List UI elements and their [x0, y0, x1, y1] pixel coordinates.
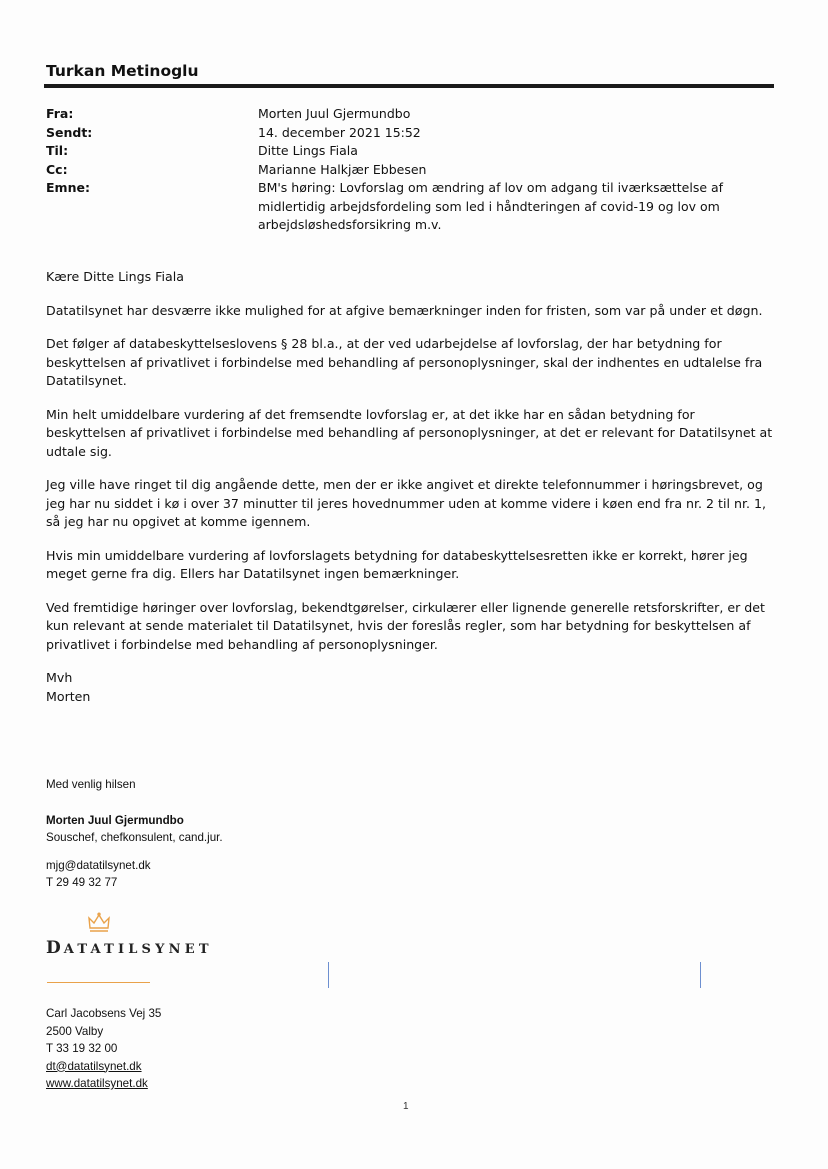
page-number: 1 — [403, 1101, 409, 1112]
paragraph-3: Min helt umiddelbare vurdering af det fremsendte lovforslag er, at det ikke har en sådan betydning for beskyttelsen af privatlivet i forbindelse med behandling af personoplysninger, at det er relevant for Datatilsynet at udtale sig. — [46, 406, 773, 459]
address-street: Carl Jacobsens Vej 35 — [46, 1007, 162, 1020]
to-label: Til: — [46, 143, 69, 158]
address-phone: T 33 19 32 00 — [46, 1042, 118, 1055]
header-row-cc — [46, 161, 776, 180]
email-body — [46, 268, 774, 706]
signature-phone: T 29 49 32 77 — [46, 876, 118, 889]
sent-value: 14. december 2021 15:52 — [258, 124, 421, 140]
crown-icon — [87, 912, 111, 934]
signature-name: Morten Juul Gjermundbo — [46, 814, 184, 827]
divider-line-left — [328, 962, 329, 988]
header-row-subject — [46, 179, 776, 235]
subject-value: BM's høring: Lovforslag om ændring af lov om adgang til iværksættelse af midlertidig arbejdsfordeling som led i håndteringen af covid-19 og lov om arbejdsløshedsforsikring m.v. — [258, 180, 724, 232]
divider-line-right — [700, 962, 701, 988]
header-row-from — [46, 105, 776, 124]
paragraph-2: Det følger af databeskyttelseslovens § 28 bl.a., at der ved udarbejdelse af lovforslag, der har betydning for beskyttelsen af privatlivet i forbindelse med behandling af personoplysninger, skal der indhentes en udtalelse fra Datatilsynet. — [46, 336, 763, 388]
signature-contact — [46, 857, 151, 891]
address-email-link[interactable]: dt@datatilsynet.dk — [46, 1059, 142, 1073]
address-city: 2500 Valby — [46, 1024, 104, 1038]
closing-mvh: Mvh — [46, 670, 73, 685]
paragraph-1: Datatilsynet har desværre ikke mulighed for at afgive bemærkninger inden for fristen, som var på under et døgn. — [46, 302, 763, 318]
logo-wordmark: DATATILSYNET — [46, 938, 213, 958]
cc-value: Marianne Halkjær Ebbesen — [258, 161, 427, 177]
from-value: Morten Juul Gjermundbo — [258, 106, 411, 121]
paragraph-5: Hvis min umiddelbare vurdering af lovforslagets betydning for databeskyttelsesretten ikke er korrekt, hører jeg meget gerne fra dig. Ellers har Datatilsynet ingen bemærkninger. — [46, 547, 748, 581]
signature-title: Souschef, chefkonsulent, cand.jur. — [46, 831, 223, 844]
closing-name: Morten — [46, 688, 91, 704]
paragraph-4: Jeg ville have ringet til dig angående dette, men der er ikke angivet et direkte telefonnummer i høringsbrevet, og jeg har nu siddet i kø i over 37 minutter til jeres hovednummer uden at komme videre i køen end fra nr. 2 til nr. 1, så jeg har nu opgivet at komme igennem. — [46, 477, 767, 529]
address-block — [46, 1005, 161, 1093]
header-row-to — [46, 142, 776, 161]
signature-block — [46, 812, 223, 846]
header-row-sent — [46, 124, 776, 143]
subject-label: Emne: — [46, 180, 90, 195]
email-headers — [46, 105, 776, 235]
title-divider — [44, 84, 774, 88]
logo-underline — [47, 982, 150, 983]
sender-name: Turkan Metinoglu — [46, 62, 199, 80]
greeting: Kære Ditte Lings Fiala — [46, 269, 184, 284]
signature-greeting: Med venlig hilsen — [46, 778, 136, 791]
to-value: Ditte Lings Fiala — [258, 143, 358, 158]
website-link[interactable]: www.datatilsynet.dk — [46, 1077, 148, 1090]
paragraph-6: Ved fremtidige høringer over lovforslag, bekendtgørelser, cirkulærer eller lignende generelle retsforskrifter, er det kun relevant at sende materialet til Datatilsynet, hvis der foreslås regler, som har betydning for beskyttelsen af privatlivet i forbindelse med behandling af personoplysninger. — [46, 599, 765, 652]
cc-label: Cc: — [46, 161, 68, 177]
sent-label: Sendt: — [46, 124, 93, 140]
from-label: Fra: — [46, 106, 74, 121]
signature-email: mjg@datatilsynet.dk — [46, 859, 151, 872]
